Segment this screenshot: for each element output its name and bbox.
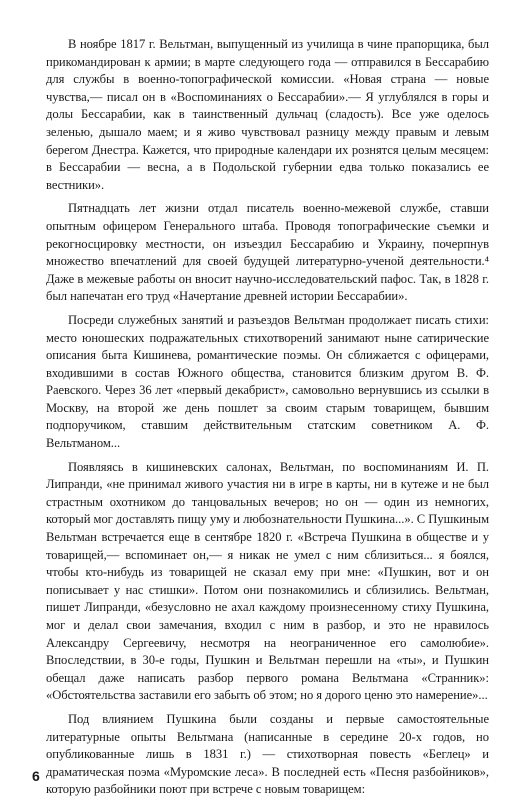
body-text <box>46 36 489 799</box>
page-number: 6 <box>32 768 40 784</box>
paragraph-2: Пятнадцать лет жизни отдал писатель военно-межевой службе, ставши опытным офицером Генерального штаба. Проводя топографические съемки и рекогносцировку местности, он изъездил Бессарабию и Украину, почерпнув множество впечатлений для своей будущей литературно-ученой деятельности.⁴ Даже в межевые работы он вносит научно-исследовательский пафос. Так, в 1828 г. был напечатан его труд «Начертание древней истории Бессарабии». <box>46 201 489 304</box>
paragraph-3: Посреди служебных занятий и разъездов Вельтман продолжает писать стихи: место юношеских подражательных стихотворений занимают ныне сатирические описания быта Кишинева, романтические поэмы. Он сближается с офицерами, входившими в состав Южного общества, становится близким другом В. Ф. Раевского. Через 36 лет «первый декабрист», самовольно вернувшись из ссылки в Москву, на второй же день пошлет за своим старым товарищем, бывшим подпоручиком, ставшим действительным статским советником А. Ф. Вельтманом... <box>46 312 489 451</box>
paragraph-1: В ноябре 1817 г. Вельтман, выпущенный из училища в чине прапорщика, был прикомандирован к армии; в марте следующего года — отправился в Бессарабию для службы в военно-топографической комиссии. «Новая страна — новые чувства,— писал он в «Воспоминаниях о Бессарабии».— Я углублялся в горы и долы Бессарабии, как в таинственный дульчац (сладость). Все уже оделось зеленью, дышало маем; и я живо чувствовал разницу между правым и левым берегом Днестра. Кажется, что природные календари их рознятся целым месяцем: в Бессарабии — весна, а в Подольской губернии едва только показались ее вестники». <box>46 37 489 192</box>
paragraph-4: Появляясь в кишиневских салонах, Вельтман, по воспоминаниям И. П. Липранди, «не принимал живого участия ни в игре в карты, ни в кутеже и не был страстным охотником до танцовальных вечеров; но он — один из немногих, который мог доставлять пищу уму и любознательности Пушкина...». С Пушкиным Вельтман встречается еще в сентябре 1820 г. «Встреча Пушкина в обществе и у товарищей,— вспоминает он,— я никак не умел с ним сблизиться... я боялся, чтобы кто-нибудь из товарищей не сказал ему при мне: «Пушкин, вот и он пописывает у нас стишки». Потом они познакомились и сблизились. Вельтман, пишет Липранди, «безусловно не ахал каждому произнесенному стиху Пушкина, мог и делал свои замечания, входил с ним в разбор, и это не нравилось Александру Сергеевичу, несмотря на неограниченное его самолюбие». Впоследствии, в 30-е годы, Пушкин и Вельтман перешли на «ты», и Пушкин обещал даже написать разбор первого романа Вельтмана «Странник»: «Обстоятельства заставили его забыть об этом; но я дорого ценю это намерение»... <box>46 459 489 703</box>
paragraph-5: Под влиянием Пушкина были созданы и первые самостоятельные литературные опыты Вельтмана (написанные в середине 20-х годов, но опубликованные лишь в 1831 г.) — стихотворная повесть «Беглец» и драматическая поэма «Муромские леса». В последней есть «Песня разбойников», которую разбойники поют при встрече с новым товарищем: <box>46 711 489 797</box>
